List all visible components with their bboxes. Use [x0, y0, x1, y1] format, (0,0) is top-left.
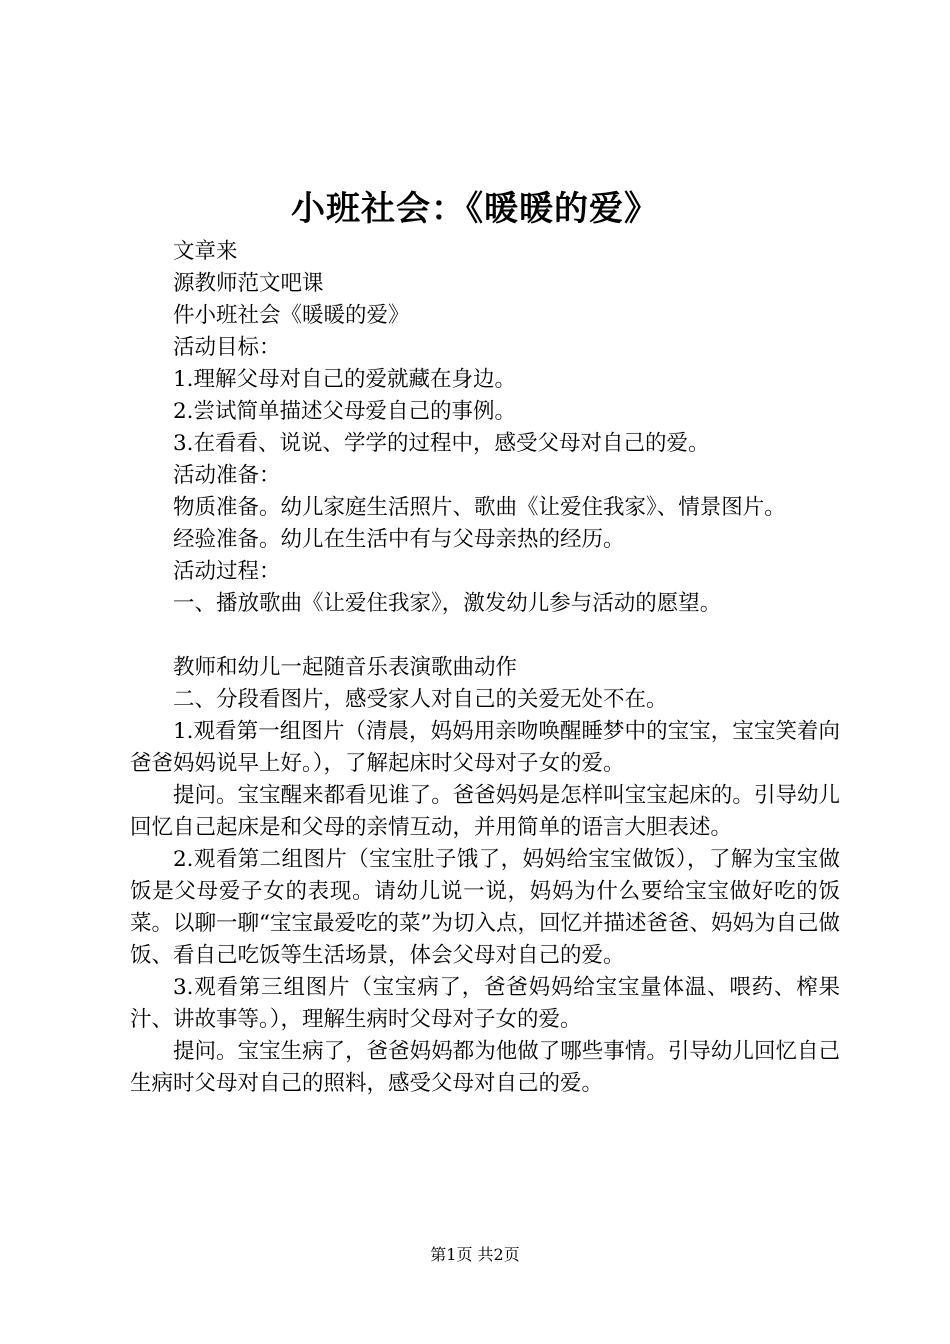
paragraph: 活动过程：	[173, 559, 281, 584]
paragraph: 文章来	[173, 239, 238, 264]
paragraph: 提问。宝宝生病了，爸爸妈妈都为他做了哪些事情。引导幼儿回忆自己生病时父母对自己的照料，感受父母对自己的爱。	[130, 1039, 840, 1096]
paragraph: 经验准备。幼儿在生活中有与父母亲热的经历。	[173, 527, 625, 552]
paragraph: 教师和幼儿一起随音乐表演歌曲动作	[173, 655, 518, 680]
document-title: 小班社会：《暖暖的爱》	[291, 189, 659, 229]
paragraph: 3.观看第三组图片（宝宝病了，爸爸妈妈给宝宝量体温、喂药、榨果汁、讲故事等。），理解生病时父母对子女的爱。	[130, 975, 840, 1032]
paragraph: 件小班社会《暖暖的爱》	[173, 303, 410, 328]
paragraph: 1.理解父母对自己的爱就藏在身边。	[173, 367, 517, 392]
paragraph: 一、播放歌曲《让爱住我家》，激发幼儿参与活动的愿望。	[173, 591, 722, 616]
page-footer: 第1页 共2页	[430, 1245, 520, 1264]
paragraph: 2.尝试简单描述父母爱自己的事例。	[173, 399, 517, 424]
paragraph: 2.观看第二组图片（宝宝肚子饿了，妈妈给宝宝做饭），了解为宝宝做饭是父母爱子女的表现。请幼儿说一说，妈妈为什么要给宝宝做好吃的饭菜。以聊一聊“宝宝最爱吃的菜”为切入点，回忆并描述爸爸、妈妈为自己做饭、看自己吃饭等生活场景，体会父母对自己的爱。	[130, 847, 840, 968]
paragraph: 活动准备：	[173, 463, 281, 488]
paragraph: 源教师范文吧课	[173, 271, 324, 296]
paragraph: 活动目标：	[173, 335, 281, 360]
paragraph: 3.在看看、说说、学学的过程中，感受父母对自己的爱。	[173, 431, 710, 456]
paragraph: 物质准备。幼儿家庭生活照片、歌曲《让爱住我家》、情景图片。	[173, 495, 786, 520]
paragraph: 1.观看第一组图片（清晨，妈妈用亲吻唤醒睡梦中的宝宝，宝宝笑着向爸爸妈妈说早上好。），了解起床时父母对子女的爱。	[130, 719, 840, 776]
paragraph: 提问。宝宝醒来都看见谁了。爸爸妈妈是怎样叫宝宝起床的。引导幼儿回忆自己起床是和父母的亲情互动，并用简单的语言大胆表述。	[130, 783, 840, 840]
paragraph: 二、分段看图片，感受家人对自己的关爱无处不在。	[173, 687, 668, 712]
document-body	[130, 236, 840, 1100]
